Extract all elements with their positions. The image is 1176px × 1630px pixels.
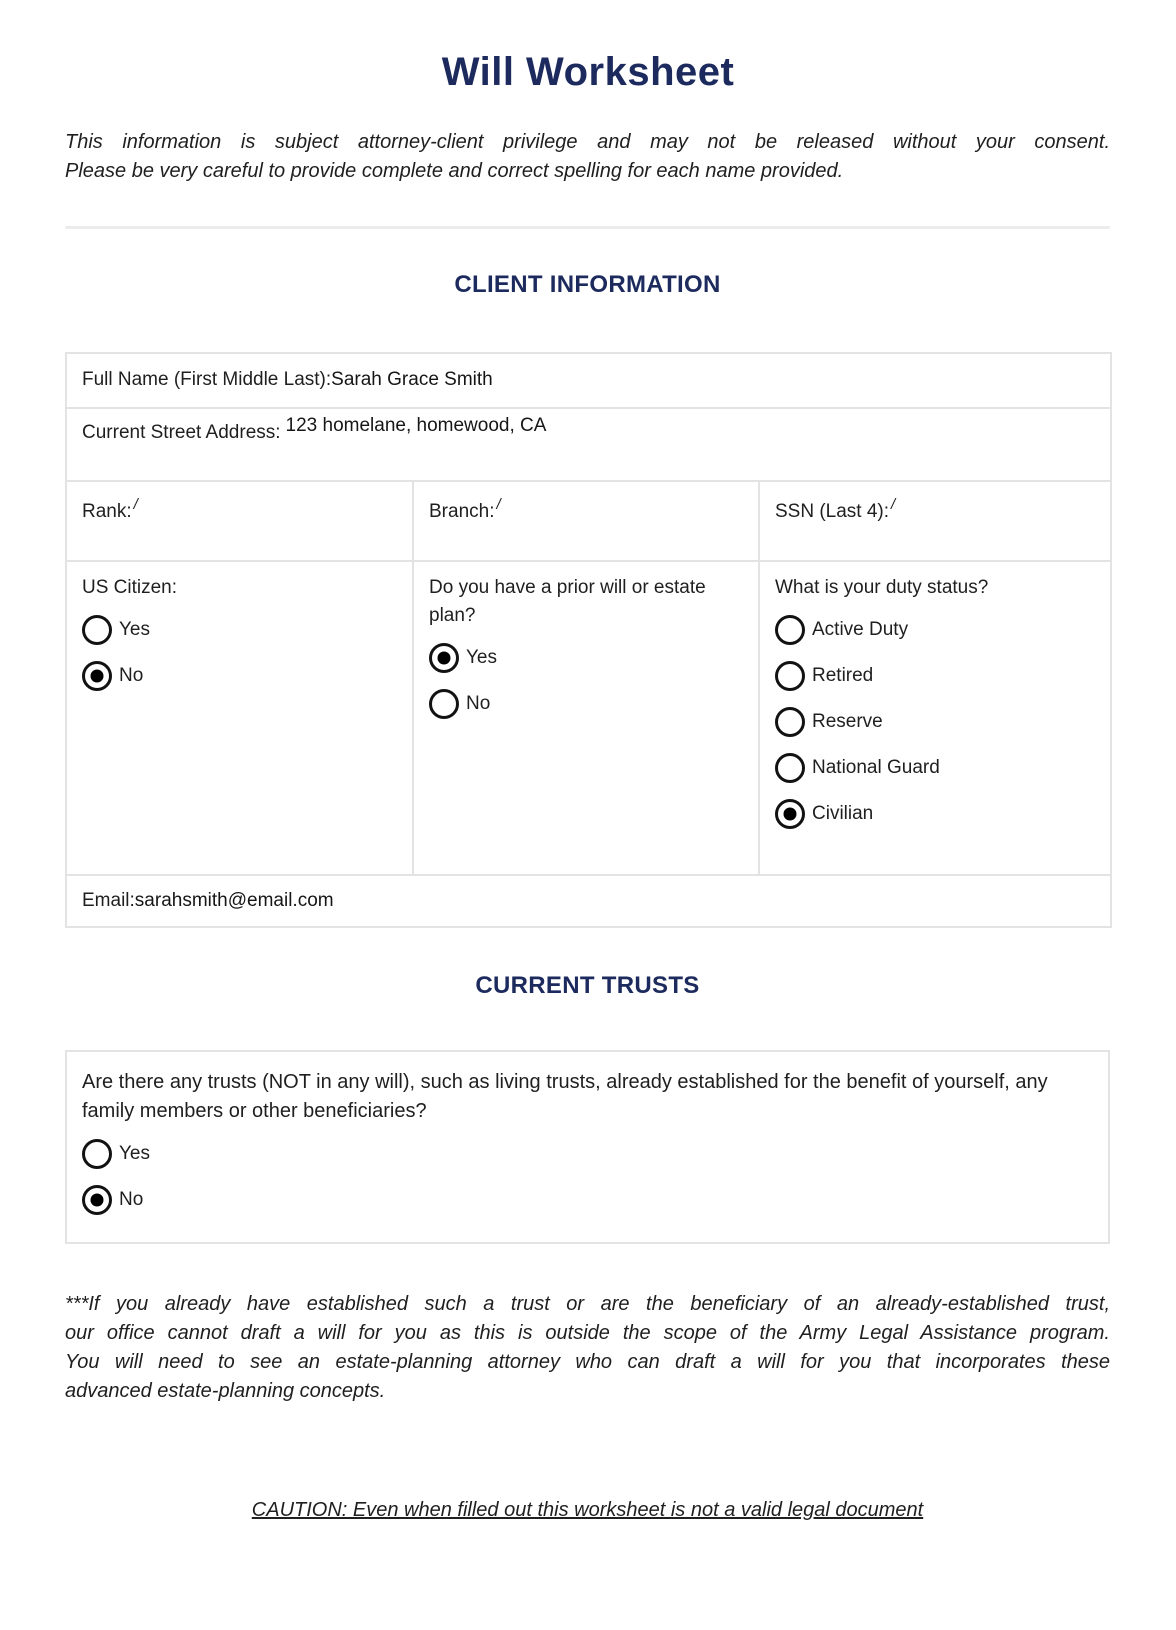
radio-button-icon[interactable] [82,661,112,691]
full-name-cell [66,353,1111,408]
us-citizen-option-no[interactable] [82,661,397,691]
ssn-value[interactable]: / [891,496,896,513]
radio-button-icon[interactable] [775,799,805,829]
radio-option-label: National Guard [812,757,940,778]
full-name-label: Full Name (First Middle Last): [82,369,332,390]
trusts-disclaimer-line: advanced estate-planning concepts. [65,1380,386,1402]
radio-button-icon[interactable] [775,661,805,691]
section-divider [65,226,1110,229]
radio-button-icon[interactable] [429,643,459,673]
prior-will-cell [413,561,759,875]
rank-cell [66,481,413,561]
ssn-label: SSN (Last 4): [775,501,890,522]
radio-option-label: Yes [119,1143,150,1164]
rank-label: Rank: [82,501,132,522]
table-row [66,561,1111,875]
privilege-notice-line: This information is subject attorney-client privilege and may not be released without your consent. [65,131,1110,153]
trusts-disclaimer-line: You will need to see an estate-planning attorney who can draft a will for you that incorporates these [65,1351,1110,1373]
email-value[interactable]: sarahsmith@email.com [134,890,334,911]
duty-status-option-civilian[interactable] [775,799,1095,829]
radio-button-icon[interactable] [429,689,459,719]
duty-status-option-national-guard[interactable] [775,753,1095,783]
table-row [66,353,1111,408]
ssn-cell [759,481,1111,561]
street-address-cell [66,408,1111,481]
duty-status-option-retired[interactable] [775,661,1095,691]
privilege-notice [65,128,1110,186]
radio-option-label: No [119,1189,144,1210]
radio-option-label: Yes [466,647,497,668]
client-information-table [65,352,1112,928]
email-cell [66,875,1111,927]
trusts-option-yes[interactable] [82,1139,1093,1169]
page-content [65,128,1110,1522]
radio-button-icon[interactable] [775,615,805,645]
radio-option-label: No [466,693,491,714]
prior-will-label: Do you have a prior will or estate plan? [429,577,706,626]
radio-button-icon[interactable] [82,1185,112,1215]
radio-option-label: Reserve [812,711,883,732]
us-citizen-cell [66,561,413,875]
duty-status-label: What is your duty status? [775,577,989,598]
trusts-disclaimer-note [65,1290,1110,1406]
radio-option-label: Retired [812,665,874,686]
branch-value[interactable]: / [496,496,501,513]
client-information-heading: CLIENT INFORMATION [454,271,721,298]
page-title: Will Worksheet [441,50,735,94]
duty-status-cell [759,561,1111,875]
trusts-disclaimer-line: our office cannot draft a will for you as this is outside the scope of the Army Legal Assistance program. [65,1322,1110,1344]
duty-status-option-reserve[interactable] [775,707,1095,737]
prior-will-option-yes[interactable] [429,643,743,673]
us-citizen-option-yes[interactable] [82,615,397,645]
rank-value[interactable]: / [133,496,138,513]
prior-will-option-no[interactable] [429,689,743,719]
table-row [66,875,1111,927]
trusts-option-no[interactable] [82,1185,1093,1215]
radio-button-icon[interactable] [82,615,112,645]
current-trusts-box [65,1050,1110,1244]
email-label: Email: [82,890,135,911]
full-name-value[interactable]: Sarah Grace Smith [331,369,493,390]
street-address-value[interactable]: 123 homelane, homewood, CA [285,415,547,436]
radio-option-label: No [119,665,144,686]
radio-option-label: Civilian [812,803,874,824]
street-address-label: Current Street Address: [82,422,281,443]
radio-button-icon[interactable] [775,707,805,737]
branch-label: Branch: [429,501,495,522]
current-trusts-heading: CURRENT TRUSTS [475,972,700,999]
us-citizen-label: US Citizen: [82,577,178,598]
caution-notice: CAUTION: Even when filled out this worksheet is not a valid legal document [251,1499,924,1521]
trusts-disclaimer-line: ***If you already have established such a trust or are the beneficiary of an already-established trust, [65,1293,1110,1315]
table-row [66,408,1111,481]
radio-button-icon[interactable] [775,753,805,783]
radio-option-label: Yes [119,619,150,640]
trusts-question-label: Are there any trusts (NOT in any will), such as living trusts, already established for the benefit of yourself, any family members or other beneficiaries? [82,1071,1048,1122]
privilege-notice-line: Please be very careful to provide complete and correct spelling for each name provided. [65,160,844,182]
radio-button-icon[interactable] [82,1139,112,1169]
duty-status-option-active-duty[interactable] [775,615,1095,645]
branch-cell [413,481,759,561]
radio-option-label: Active Duty [812,619,909,640]
table-row [66,481,1111,561]
